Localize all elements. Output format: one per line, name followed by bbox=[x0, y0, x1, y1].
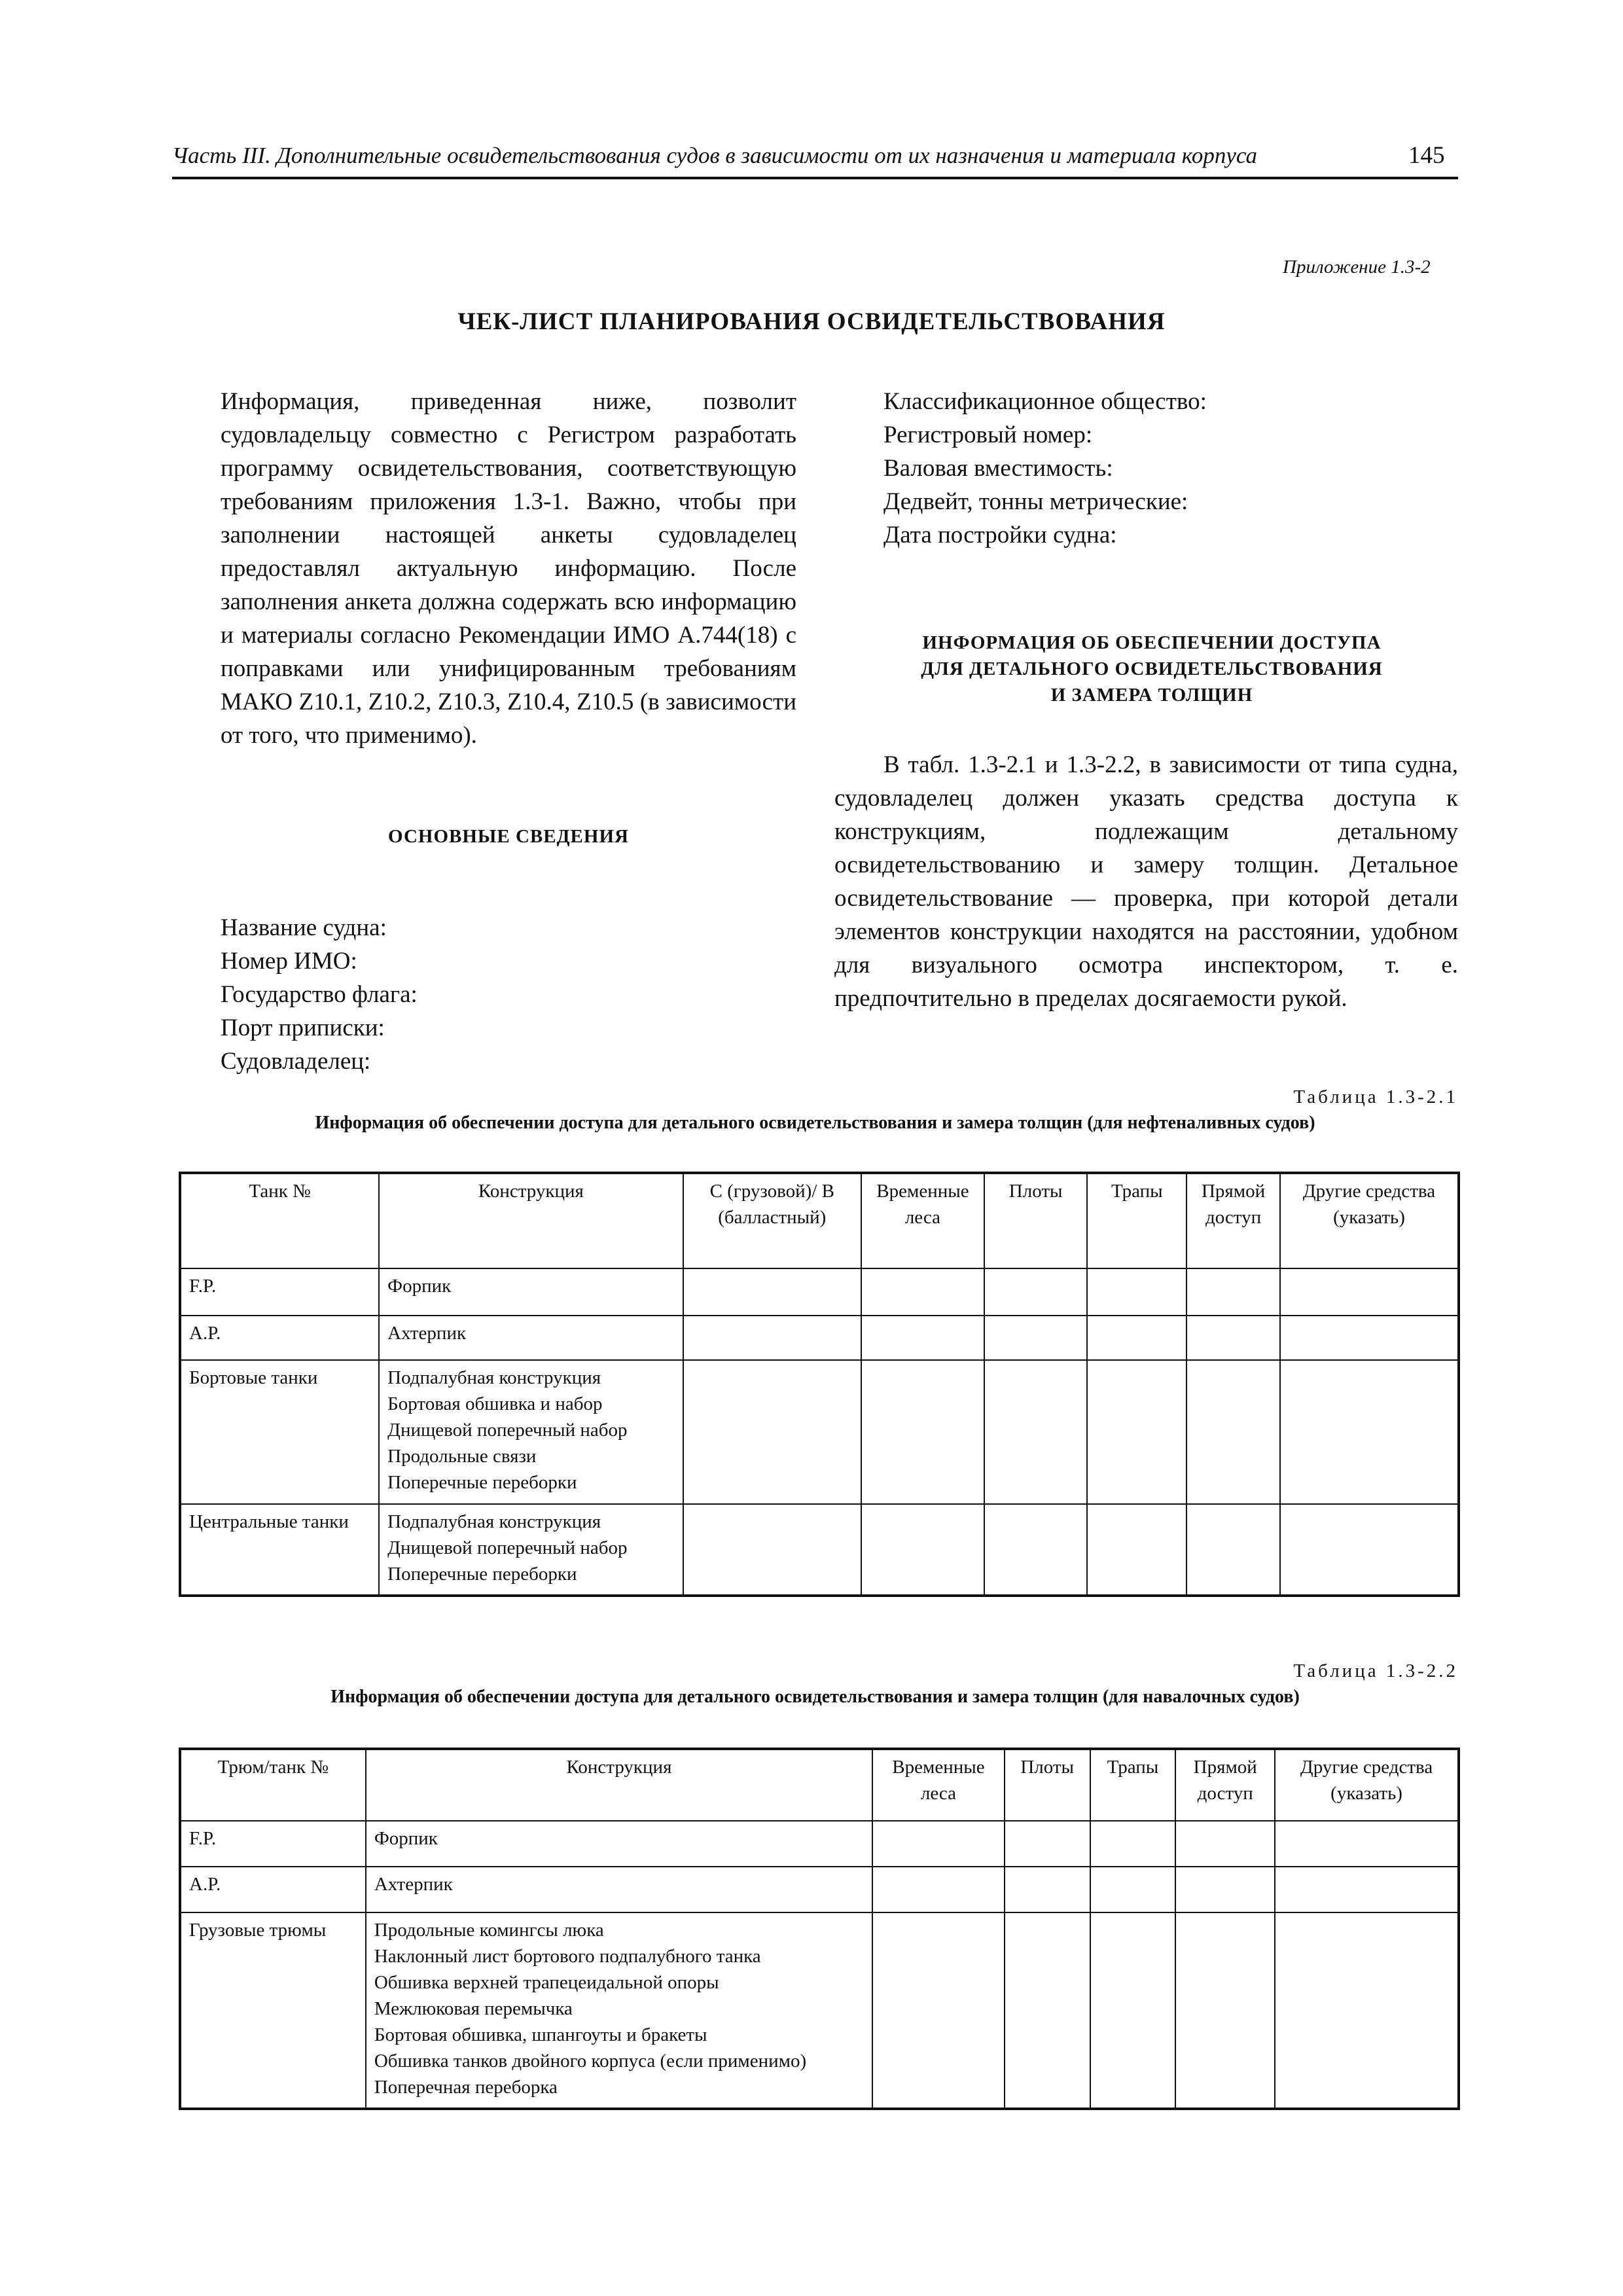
entry-cell[interactable] bbox=[1186, 1360, 1280, 1504]
table1-header: Временные леса bbox=[861, 1173, 984, 1268]
header-rule bbox=[172, 177, 1458, 179]
structure-item: Продольные комингсы люка bbox=[374, 1920, 604, 1941]
basic-info-fields bbox=[221, 911, 418, 1078]
table2-caption: Информация об обеспечении доступа для детального освидетельствования и замера толщин (для навалочных судов) bbox=[330, 1687, 1300, 1707]
entry-cell[interactable] bbox=[861, 1360, 984, 1504]
field-shipowner: Судовладелец: bbox=[221, 1048, 371, 1075]
field-imo-number: Номер ИМО: bbox=[221, 948, 357, 975]
entry-cell[interactable] bbox=[1005, 1867, 1090, 1912]
structure-cell: Форпик bbox=[379, 1268, 683, 1316]
ship-info-fields bbox=[883, 385, 1207, 552]
entry-cell[interactable] bbox=[1280, 1360, 1459, 1504]
structure-cell bbox=[379, 1360, 683, 1504]
entry-cell[interactable] bbox=[1280, 1504, 1459, 1596]
table1-header: Танк № bbox=[180, 1173, 379, 1268]
entry-cell[interactable] bbox=[872, 1867, 1005, 1912]
structure-cell bbox=[379, 1504, 683, 1596]
table-row bbox=[180, 1821, 1459, 1867]
entry-cell[interactable] bbox=[861, 1504, 984, 1596]
table-oil-tankers bbox=[179, 1172, 1460, 1597]
table1-header: Прямой доступ bbox=[1186, 1173, 1280, 1268]
table2-header: Трюм/танк № bbox=[180, 1749, 366, 1821]
entry-cell[interactable] bbox=[872, 1912, 1005, 2109]
entry-cell[interactable] bbox=[683, 1268, 861, 1316]
access-heading-line-3: И ЗАМЕРА ТОЛЩИН bbox=[1050, 685, 1253, 706]
table1-header: Плоты bbox=[984, 1173, 1088, 1268]
intro-text: Информация, приведенная ниже, позволит судовладельцу совместно с Регистром разработать программу освидетельствования, соответствующую требованиям приложения 1.3-1. Важно, чтобы при заполнении настоящей анкеты судовладелец предоставлял актуальную информацию. После заполнения анкета должна содержать всю информацию и материалы согласно Рекомендации ИМО А.744(18) с поправками или унифицированным требованиям МАКО Z10.1, Z10.2, Z10.3, Z10.4, Z10.5 (в зависимости от того, что применимо). bbox=[221, 388, 796, 749]
table-row bbox=[180, 1268, 1459, 1316]
entry-cell[interactable] bbox=[683, 1504, 861, 1596]
entry-cell[interactable] bbox=[872, 1821, 1005, 1867]
entry-cell[interactable] bbox=[861, 1316, 984, 1360]
tank-cell: A.P. bbox=[180, 1316, 379, 1360]
structure-item: Бортовая обшивка и набор bbox=[387, 1393, 603, 1414]
entry-cell[interactable] bbox=[984, 1360, 1088, 1504]
intro-paragraph bbox=[221, 385, 796, 752]
entry-cell[interactable] bbox=[1087, 1360, 1186, 1504]
table1-header-row bbox=[180, 1173, 1459, 1268]
table-row bbox=[180, 1360, 1459, 1504]
entry-cell[interactable] bbox=[683, 1316, 861, 1360]
field-flag-state: Государство флага: bbox=[221, 981, 418, 1008]
entry-cell[interactable] bbox=[1005, 1821, 1090, 1867]
entry-cell[interactable] bbox=[1005, 1912, 1090, 2109]
table2-header: Другие средства (указать) bbox=[1275, 1749, 1459, 1821]
field-port-of-registry: Порт приписки: bbox=[221, 1014, 385, 1041]
entry-cell[interactable] bbox=[1090, 1912, 1176, 2109]
structure-item: Продольные связи bbox=[387, 1446, 537, 1467]
entry-cell[interactable] bbox=[1275, 1867, 1459, 1912]
structure-cell: Форпик bbox=[366, 1821, 872, 1867]
table1-header: Другие средства (указать) bbox=[1280, 1173, 1459, 1268]
access-info-heading bbox=[844, 630, 1459, 708]
basic-info-heading: ОСНОВНЫЕ СВЕДЕНИЯ bbox=[388, 826, 629, 847]
field-deadweight: Дедвейт, тонны метрические: bbox=[883, 488, 1188, 515]
structure-item: Наклонный лист бортового подпалубного танка bbox=[374, 1946, 761, 1967]
structure-item: Подпалубная конструкция bbox=[387, 1367, 601, 1388]
table1-caption: Информация об обеспечении доступа для детального освидетельствования и замера толщин (для нефтеналивных судов) bbox=[315, 1113, 1315, 1133]
tank-cell: F.P. bbox=[180, 1821, 366, 1867]
tank-cell: F.P. bbox=[180, 1268, 379, 1316]
structure-item: Поперечные переборки bbox=[387, 1564, 577, 1585]
running-header-title: Часть III. Дополнительные освидетельствования судов в зависимости от их назначения и материала корпуса bbox=[172, 143, 1257, 168]
table2-header: Плоты bbox=[1005, 1749, 1090, 1821]
table2-header: Временные леса bbox=[872, 1749, 1005, 1821]
table-row bbox=[180, 1912, 1459, 2109]
entry-cell[interactable] bbox=[1275, 1821, 1459, 1867]
entry-cell[interactable] bbox=[1280, 1316, 1459, 1360]
entry-cell[interactable] bbox=[1090, 1867, 1176, 1912]
table-row bbox=[180, 1316, 1459, 1360]
entry-cell[interactable] bbox=[1186, 1504, 1280, 1596]
tank-cell: Центральные танки bbox=[180, 1504, 379, 1596]
entry-cell[interactable] bbox=[1087, 1268, 1186, 1316]
entry-cell[interactable] bbox=[1175, 1912, 1275, 2109]
entry-cell[interactable] bbox=[1087, 1504, 1186, 1596]
page-number: 145 bbox=[1408, 142, 1445, 169]
entry-cell[interactable] bbox=[683, 1360, 861, 1504]
entry-cell[interactable] bbox=[861, 1268, 984, 1316]
entry-cell[interactable] bbox=[1280, 1268, 1459, 1316]
structure-item: Обшивка танков двойного корпуса (если применимо) bbox=[374, 2051, 807, 2072]
entry-cell[interactable] bbox=[984, 1504, 1088, 1596]
page-title: ЧЕК-ЛИСТ ПЛАНИРОВАНИЯ ОСВИДЕТЕЛЬСТВОВАНИЯ bbox=[457, 308, 1166, 335]
field-gross-tonnage: Валовая вместимость: bbox=[883, 455, 1113, 482]
access-paragraph-text: В табл. 1.3-2.1 и 1.3-2.2, в зависимости от типа судна, судовладелец должен указать средства доступа к конструкциям, подлежащим детальному освидетельствованию и замеру толщин. Детальное освидетельствование — проверка, при которой детали элементов конструкции находятся на расстоянии, удобном для визуального осмотра инспектором, т. е. предпочтительно в пределах досягаемости рукой. bbox=[834, 751, 1458, 1012]
entry-cell[interactable] bbox=[1186, 1316, 1280, 1360]
entry-cell[interactable] bbox=[1090, 1821, 1176, 1867]
access-heading-line-2: ДЛЯ ДЕТАЛЬНОГО ОСВИДЕТЕЛЬСТВОВАНИЯ bbox=[921, 658, 1383, 679]
field-register-number: Регистровый номер: bbox=[883, 422, 1093, 448]
table-row bbox=[180, 1504, 1459, 1596]
structure-cell: Ахтерпик bbox=[379, 1316, 683, 1360]
tank-cell: A.P. bbox=[180, 1867, 366, 1912]
table-row bbox=[180, 1867, 1459, 1912]
field-classification-society: Классификационное общество: bbox=[883, 388, 1207, 415]
table1-label: Таблица 1.3-2.1 bbox=[1293, 1086, 1458, 1107]
tank-cell: Бортовые танки bbox=[180, 1360, 379, 1504]
structure-item: Межлюковая перемычка bbox=[374, 1998, 573, 2019]
table2-header: Прямой доступ bbox=[1175, 1749, 1275, 1821]
tank-cell: Грузовые трюмы bbox=[180, 1912, 366, 2109]
structure-item: Подпалубная конструкция bbox=[387, 1511, 601, 1532]
structure-item: Поперечная переборка bbox=[374, 2077, 558, 2098]
table-bulk-carriers bbox=[179, 1748, 1460, 2110]
structure-item: Днищевой поперечный набор bbox=[387, 1420, 628, 1441]
structure-item: Обшивка верхней трапецеидальной опоры bbox=[374, 1972, 719, 1993]
table2-label: Таблица 1.3-2.2 bbox=[1293, 1660, 1458, 1681]
entry-cell[interactable] bbox=[1175, 1867, 1275, 1912]
table1-header: Конструкция bbox=[379, 1173, 683, 1268]
structure-item: Поперечные переборки bbox=[387, 1472, 577, 1493]
table2-header: Трапы bbox=[1090, 1749, 1176, 1821]
table1-header: С (грузовой)/ В (балластный) bbox=[683, 1173, 861, 1268]
field-ship-name: Название судна: bbox=[221, 914, 387, 941]
table1-header: Трапы bbox=[1087, 1173, 1186, 1268]
access-heading-line-1: ИНФОРМАЦИЯ ОБ ОБЕСПЕЧЕНИИ ДОСТУПА bbox=[922, 632, 1382, 653]
structure-item: Бортовая обшивка, шпангоуты и бракеты bbox=[374, 2024, 707, 2045]
entry-cell[interactable] bbox=[1275, 1912, 1459, 2109]
appendix-label: Приложение 1.3-2 bbox=[1283, 257, 1431, 278]
field-build-date: Дата постройки судна: bbox=[883, 522, 1117, 548]
structure-cell bbox=[366, 1912, 872, 2109]
entry-cell[interactable] bbox=[984, 1268, 1088, 1316]
structure-cell: Ахтерпик bbox=[366, 1867, 872, 1912]
entry-cell[interactable] bbox=[1186, 1268, 1280, 1316]
entry-cell[interactable] bbox=[984, 1316, 1088, 1360]
entry-cell[interactable] bbox=[1175, 1821, 1275, 1867]
entry-cell[interactable] bbox=[1087, 1316, 1186, 1360]
access-paragraph bbox=[834, 748, 1458, 1015]
structure-item: Днищевой поперечный набор bbox=[387, 1537, 628, 1558]
table2-header: Конструкция bbox=[366, 1749, 872, 1821]
table2-header-row bbox=[180, 1749, 1459, 1821]
